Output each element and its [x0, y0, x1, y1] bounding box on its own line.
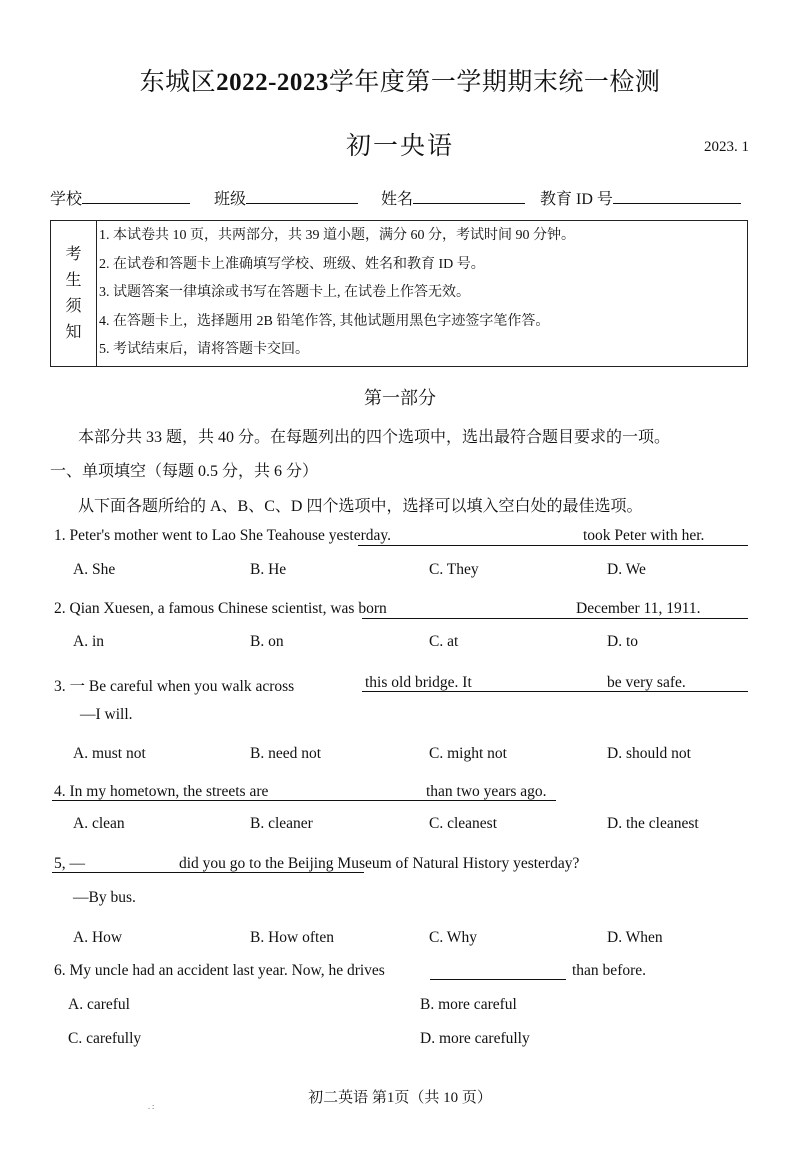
question-3-option-b[interactable]: B. need not	[250, 745, 322, 762]
notice-item: 5. 考试结束后，请将答题卡交回。	[99, 342, 309, 357]
school-blank[interactable]	[82, 187, 190, 204]
question-1-stem-end: took Peter with her.	[583, 527, 705, 544]
question-5-stem: 5, —	[54, 855, 85, 872]
question-6-option-a[interactable]: A. careful	[68, 996, 130, 1013]
school-label: 学校	[50, 191, 83, 208]
question-3-stem-mid: this old bridge. It	[365, 674, 472, 691]
section-instruction: 从下面各题所给的 A、B、C、D 四个选项中，选择可以填入空白处的最佳选项。	[78, 498, 643, 515]
question-2-option-a[interactable]: A. in	[73, 633, 104, 650]
title-term: 学年度第一学期期末统一检测	[328, 69, 661, 96]
question-6-option-c[interactable]: C. carefully	[68, 1030, 142, 1047]
question-2-blank[interactable]	[362, 618, 748, 619]
question-5-option-b[interactable]: B. How often	[250, 929, 334, 946]
question-2-stem: 2. Qian Xuesen, a famous Chinese scientist, was born	[54, 600, 387, 617]
question-1-option-a[interactable]: A. She	[73, 561, 116, 578]
notice-item: 2. 在试卷和答题卡上准确填写学校、班级、姓名和教育 ID 号。	[99, 257, 485, 272]
question-1-option-c[interactable]: C. They	[429, 561, 479, 578]
question-6-blank[interactable]	[430, 979, 566, 980]
title-years: 2022-2023	[216, 69, 329, 96]
notice-item: 4. 在答题卡上，选择题用 2B 铅笔作答, 其他试题用黑色字迹签字笔作答。	[99, 314, 550, 329]
question-3-option-d[interactable]: D. should not	[607, 745, 691, 762]
question-6-option-d[interactable]: D. more carefully	[420, 1030, 530, 1047]
question-1-option-d[interactable]: D. We	[607, 561, 646, 578]
part-intro: 本部分共 33 题，共 40 分。在每题列出的四个选项中，选出最符合题目要求的一项。	[78, 429, 671, 446]
question-2-option-d[interactable]: D. to	[607, 633, 638, 650]
page-footer: 初二英语 第1页（共 10 页）	[308, 1090, 492, 1106]
school-field[interactable]	[50, 186, 190, 209]
question-4-option-a[interactable]: A. clean	[73, 815, 125, 832]
question-4-stem-end: than two years ago.	[426, 783, 547, 800]
question-1-option-b[interactable]: B. He	[250, 561, 287, 578]
question-2-stem-end: December 11, 1911.	[576, 600, 701, 617]
id-blank[interactable]	[613, 187, 741, 204]
section-heading: 一、单项填空（每题 0.5 分，共 6 分）	[50, 463, 319, 480]
question-5-stem-end: did you go to the Beijing Museum of Natural History yesterday?	[179, 855, 580, 872]
notice-heading-char: 生	[65, 271, 82, 289]
notice-item: 1. 本试卷共 10 页，共两部分，共 39 道小题，满分 60 分，考试时间 90 分钟。	[99, 228, 575, 243]
title-district: 东城区	[139, 69, 217, 96]
question-4-option-b[interactable]: B. cleaner	[250, 815, 313, 832]
class-field[interactable]	[214, 186, 358, 209]
question-3-stem: 3. 一 Be careful when you walk across	[54, 678, 295, 695]
question-2-option-c[interactable]: C. at	[429, 633, 459, 650]
question-3-stem-end: be very safe.	[607, 674, 686, 691]
exam-date: 2023. 1	[704, 139, 749, 155]
class-label: 班级	[214, 191, 247, 208]
exam-title	[0, 62, 800, 98]
id-label: 教育 ID 号	[540, 191, 613, 208]
question-4-option-c[interactable]: C. cleanest	[429, 815, 498, 832]
question-6-option-b[interactable]: B. more careful	[420, 996, 517, 1013]
part-title: 第一部分	[364, 388, 436, 408]
notice-heading-char: 考	[65, 245, 82, 263]
question-3-reply: —I will.	[80, 706, 133, 723]
question-1-stem: 1. Peter's mother went to Lao She Teahouse yesterday.	[54, 527, 392, 544]
question-6-stem: 6. My uncle had an accident last year. Now, he drives	[54, 962, 385, 979]
scan-marks: . :	[148, 1102, 155, 1111]
notice-heading-char: 知	[65, 323, 82, 341]
question-5-option-c[interactable]: C. Why	[429, 929, 477, 946]
exam-notice-box	[50, 220, 748, 367]
question-6-stem-end: than before.	[572, 962, 647, 979]
id-field[interactable]	[540, 186, 741, 209]
notice-heading	[51, 221, 97, 366]
question-5-reply: —By bus.	[73, 889, 136, 906]
name-label: 姓名	[381, 191, 414, 208]
question-2-option-b[interactable]: B. on	[250, 633, 284, 650]
notice-heading-char: 须	[65, 297, 82, 315]
name-field[interactable]	[381, 186, 525, 209]
exam-subject: 初一央语	[345, 133, 454, 160]
question-1-blank[interactable]	[358, 545, 748, 546]
question-5-option-d[interactable]: D. When	[607, 929, 663, 946]
question-4-option-d[interactable]: D. the cleanest	[607, 815, 699, 832]
class-blank[interactable]	[246, 187, 358, 204]
question-3-option-a[interactable]: A. must not	[73, 745, 146, 762]
question-5-option-a[interactable]: A. How	[73, 929, 123, 946]
question-4-stem: 4. In my hometown, the streets are	[54, 783, 269, 800]
notice-item: 3. 试题答案一律填涂或书写在答题卡上, 在试卷上作答无效。	[99, 285, 470, 300]
name-blank[interactable]	[413, 187, 525, 204]
question-3-option-c[interactable]: C. might not	[429, 745, 507, 762]
